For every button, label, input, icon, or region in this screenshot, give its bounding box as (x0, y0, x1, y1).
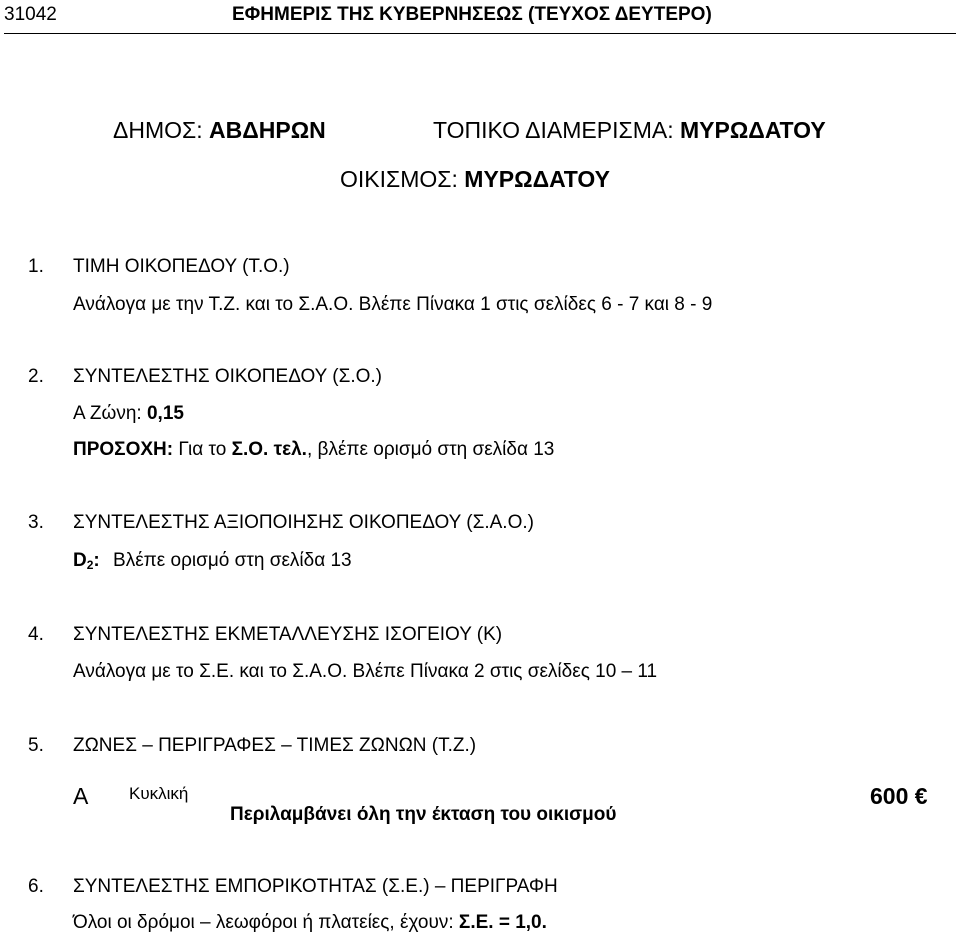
district-value: ΜΥΡΩΔΑΤΟΥ (680, 117, 826, 143)
gazette-title: ΕΦΗΜΕΡΙΣ ΤΗΣ ΚΥΒΕΡΝΗΣΕΩΣ (ΤΕΥΧΟΣ ΔΕΥΤΕΡΟ) (232, 4, 712, 25)
zone-type: Κυκλική (129, 784, 189, 803)
header-divider (4, 33, 956, 34)
zone-label: Α Ζώνη: (73, 403, 142, 424)
section-3-title: ΣΥΝΤΕΛΕΣΤΗΣ ΑΞΙΟΠΟΙΗΣΗΣ ΟΙΚΟΠΕΔΟΥ (Σ.Α.Ο.) (73, 512, 534, 533)
d-colon: : (93, 550, 100, 571)
municipality-label: ΔΗΜΟΣ: (113, 117, 203, 143)
zone-price: 600 € (870, 783, 928, 809)
section-3-number: 3. (28, 512, 44, 533)
zone-description: Περιλαμβάνει όλη την έκταση του οικισμού (230, 804, 617, 825)
section-6-text (73, 912, 547, 934)
section-2-title: ΣΥΝΤΕΛΕΣΤΗΣ ΟΙΚΟΠΕΔΟΥ (Σ.Ο.) (73, 366, 383, 387)
section-4-text: Ανάλογα με το Σ.Ε. και το Σ.Α.Ο. Βλέπε Πίνακα 2 στις σελίδες 10 – 11 (73, 661, 658, 682)
municipality-line (113, 117, 326, 144)
section-2-note (73, 439, 554, 461)
section-1-number: 1. (28, 256, 44, 277)
settlement-value: ΜΥΡΩΔΑΤΟΥ (464, 166, 611, 192)
settlement-line (340, 166, 610, 193)
section-6-number: 6. (28, 876, 44, 897)
section-6-title: ΣΥΝΤΕΛΕΣΤΗΣ ΕΜΠΟΡΙΚΟΤΗΤΑΣ (Σ.Ε.) – ΠΕΡΙΓΡΑΦΗ (73, 876, 558, 897)
note-bold: Σ.Ο. τελ. (231, 439, 307, 460)
section-5-number: 5. (28, 735, 44, 756)
zone-value: 0,15 (146, 403, 184, 424)
section-5-title: ΖΩΝΕΣ – ΠΕΡΙΓΡΑΦΕΣ – ΤΙΜΕΣ ΖΩΝΩΝ (Τ.Ζ.) (73, 735, 477, 756)
zone-letter: Α (73, 783, 89, 809)
section-4-title: ΣΥΝΤΕΛΕΣΤΗΣ ΕΚΜΕΤΑΛΛΕΥΣΗΣ ΙΣΟΓΕΙΟΥ (Κ) (73, 624, 503, 645)
section-2-zone (73, 403, 184, 425)
section-6-text-bold: Σ.Ε. = 1,0. (458, 912, 547, 933)
d-label: D (73, 550, 87, 571)
section-1-title: ΤΙΜΗ ΟΙΚΟΠΕΔΟΥ (Τ.Ο.) (73, 256, 290, 277)
section-2-number: 2. (28, 366, 44, 387)
section-4-number: 4. (28, 624, 44, 645)
settlement-label: ΟΙΚΙΣΜΟΣ: (340, 166, 458, 192)
district-line (433, 117, 826, 144)
d-text: Βλέπε ορισμό στη σελίδα 13 (113, 550, 352, 571)
note-text-a: Για το (178, 439, 227, 460)
district-label: ΤΟΠΙΚΟ ΔΙΑΜΕΡΙΣΜΑ: (433, 117, 674, 143)
section-3-d2-line (73, 550, 352, 572)
note-label: ΠΡΟΣΟΧΗ: (73, 439, 174, 460)
note-text-b: , βλέπε ορισμό στη σελίδα 13 (306, 439, 555, 460)
municipality-value: ΑΒΔΗΡΩΝ (209, 117, 326, 143)
section-6-text-a: Όλοι οι δρόμοι – λεωφόροι ή πλατείες, έχουν: (73, 912, 454, 933)
page-number: 31042 (4, 4, 57, 25)
d-subscript: 2 (86, 558, 94, 572)
section-1-text: Ανάλογα με την Τ.Ζ. και το Σ.Α.Ο. Βλέπε Πίνακα 1 στις σελίδες 6 - 7 και 8 - 9 (73, 294, 713, 315)
